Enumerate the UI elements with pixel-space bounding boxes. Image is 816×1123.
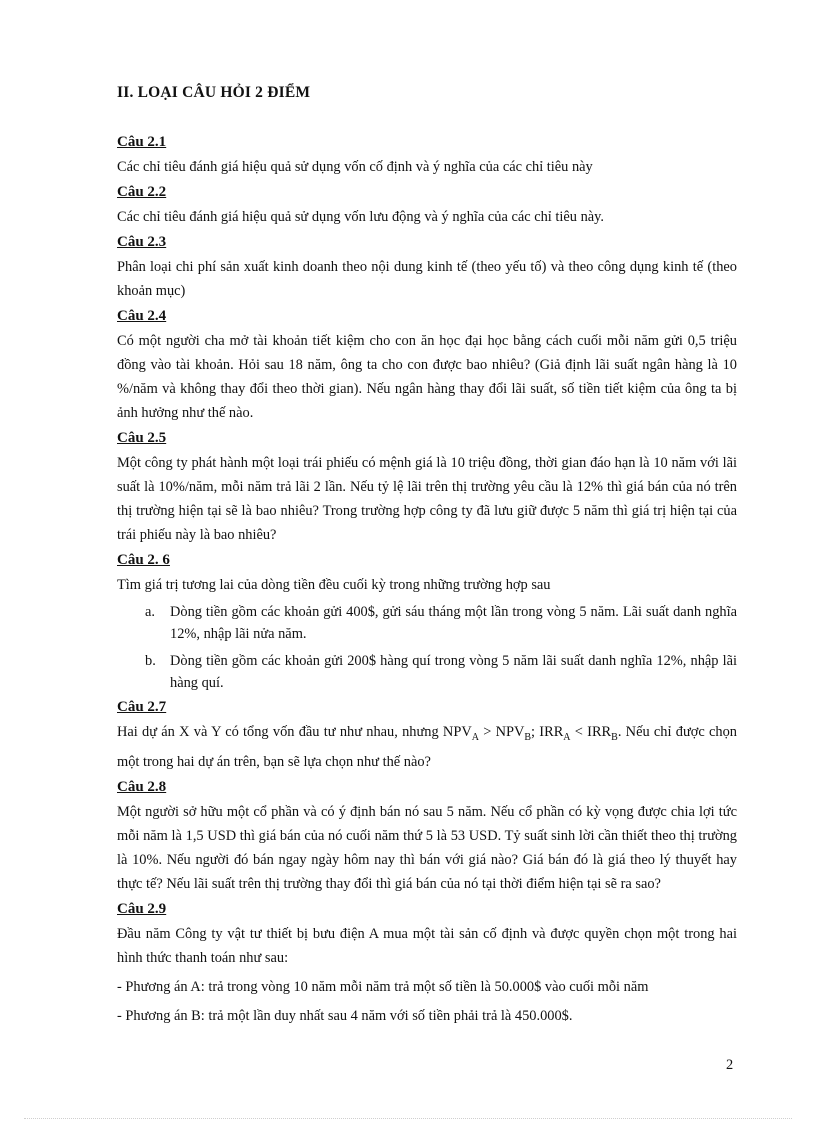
- section-title: II. LOẠI CÂU HỎI 2 ĐIỂM: [117, 84, 311, 101]
- q7-text-end: . Nếu chỉ được chọn một trong hai dự án trên, bạn sẽ lựa chọn như thế nào?: [117, 724, 737, 770]
- q7-text-mid2: ; IRR: [531, 724, 564, 740]
- q7-sub-a1: A: [471, 731, 479, 743]
- q7-text-mid1: > NPV: [478, 724, 525, 740]
- question-2-7-title: Câu 2.7: [117, 699, 167, 715]
- question-2-3-title: Câu 2.3: [117, 234, 167, 250]
- question-2-9-option-b: - Phương án B: trả một lần duy nhất sau 4 năm với số tiền phải trả là 450.000$.: [117, 1007, 573, 1024]
- list-item-text: Dòng tiền gồm các khoản gửi 200$ hàng quí trong vòng 5 năm lãi suất danh nghĩa 12%, nhập lãi hàng quí.: [170, 653, 737, 691]
- question-2-7-text: [117, 720, 737, 774]
- question-2-5-text: Một công ty phát hành một loại trái phiếu có mệnh giá là 10 triệu đồng, thời gian đáo hạn là 10 năm với lãi suất là 10%/năm, mỗi năm trả lãi 2 lần. Nếu tỷ lệ lãi trên thị trường yêu cầu là 12% thì giá bán của nó trên thị trường hiện tại sẽ là bao nhiêu? Trong trường hợp công ty đã lưu giữ được 5 năm thì giá trị hiện tại của trái phiếu này là bao nhiêu?: [117, 455, 737, 543]
- q7-text-mid3: < IRR: [570, 724, 612, 740]
- question-2-6-title: Câu 2. 6: [117, 552, 170, 568]
- list-item: [117, 650, 737, 694]
- question-2-2-title: Câu 2.2: [117, 184, 167, 200]
- question-2-6-text: Tìm giá trị tương lai của dòng tiền đều cuối kỳ trong những trường hợp sau: [117, 577, 551, 593]
- question-2-9-option-a: - Phương án A: trả trong vòng 10 năm mỗi năm trả một số tiền là 50.000$ vào cuối mỗi năm: [117, 978, 649, 995]
- question-2-9-text: Đầu năm Công ty vật tư thiết bị bưu điện A mua một tài sản cố định và được quyền chọn một trong hai hình thức thanh toán như sau:: [117, 925, 737, 966]
- page-number: 2: [726, 1057, 734, 1073]
- question-2-1-title: Câu 2.1: [117, 134, 167, 150]
- question-2-2-text: Các chỉ tiêu đánh giá hiệu quả sử dụng vốn lưu động và ý nghĩa của các chỉ tiêu này.: [117, 209, 605, 225]
- q7-text-start: Hai dự án X và Y có tổng vốn đầu tư như nhau, nhưng NPV: [117, 724, 472, 740]
- question-2-5-title: Câu 2.5: [117, 430, 167, 446]
- page-bottom-rule: [24, 1118, 792, 1119]
- question-2-9-title: Câu 2.9: [117, 900, 167, 917]
- question-2-8-text: Một người sở hữu một cổ phần và có ý định bán nó sau 5 năm. Nếu cổ phần có kỳ vọng được chia lợi tức mỗi năm là 1,5 USD thì giá bán của nó cuối năm thứ 5 là 53 USD. Tỷ suất sinh lời cần thiết theo thị trường là 10%. Nếu người đó bán ngay ngày hôm nay thì bán với giá nào? Giá bán đó là giá theo lý thuyết hay thực tế? Nếu lãi suất trên thị trường thay đổi thì giá bán của nó tại thời điểm hiện tại sẽ ra sao?: [117, 803, 737, 892]
- document-body: [117, 84, 737, 1033]
- list-marker: a.: [145, 604, 155, 620]
- list-marker: b.: [145, 653, 156, 669]
- question-2-6-list: [117, 601, 737, 694]
- question-2-8-title: Câu 2.8: [117, 778, 167, 795]
- question-2-3-text: Phân loại chi phí sản xuất kinh doanh theo nội dung kinh tế (theo yếu tố) và theo công dụng kinh tế (theo khoản mục): [117, 259, 737, 299]
- question-2-4-title: Câu 2.4: [117, 308, 167, 324]
- list-item-text: Dòng tiền gồm các khoản gửi 400$, gửi sáu tháng một lần trong vòng 5 năm. Lãi suất danh nghĩa 12%, nhập lãi nửa năm.: [170, 604, 737, 642]
- q7-sub-b1: B: [524, 731, 532, 743]
- q7-sub-b2: B: [611, 731, 618, 743]
- list-item: [117, 601, 737, 645]
- q7-sub-a2: A: [563, 731, 571, 743]
- question-2-1-text: Các chỉ tiêu đánh giá hiệu quả sử dụng vốn cố định và ý nghĩa của các chỉ tiêu này: [117, 159, 593, 175]
- question-2-4-text: Có một người cha mở tài khoản tiết kiệm cho con ăn học đại học bằng cách cuối mỗi năm gửi 0,5 triệu đồng vào tài khoản. Hỏi sau 18 năm, ông ta cho con được bao nhiêu? (Giả định lãi suất ngân hàng là 10 %/năm và không thay đổi theo thời gian). Nếu ngân hàng thay đổi lãi suất, số tiền tiết kiệm của ông ta bị ảnh hưởng như thế nào.: [117, 333, 737, 421]
